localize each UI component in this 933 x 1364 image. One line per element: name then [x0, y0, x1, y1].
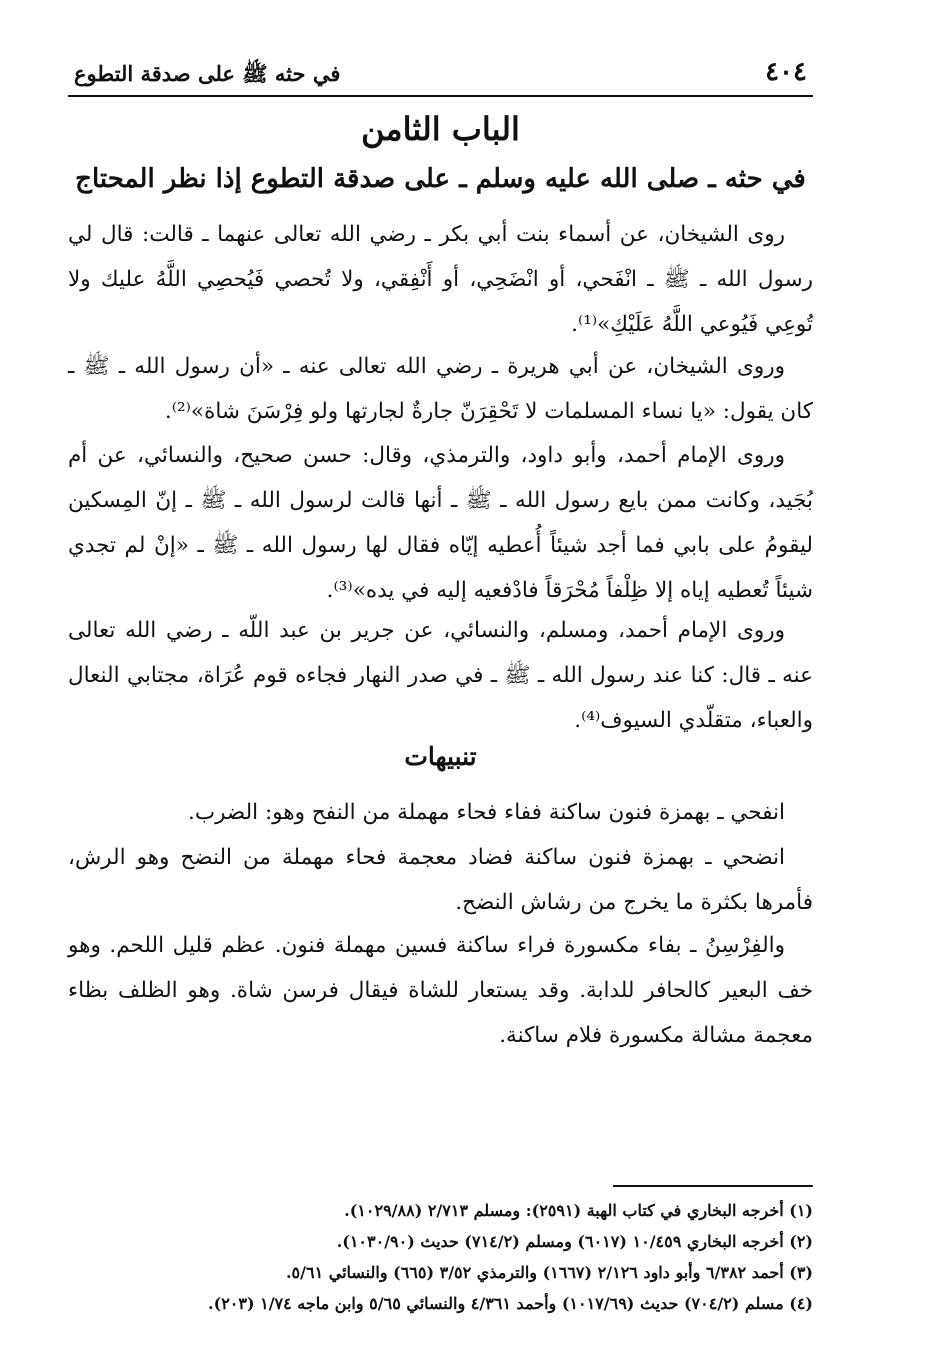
chapter-subtitle: في حثه ـ صلى الله عليه وسلم ـ على صدقة التطوع إذا نظر المحتاج: [75, 164, 806, 194]
paragraph-2: [68, 344, 813, 434]
footnote-2: (٢) أخرجه البخاري ١٠/٤٥٩ (٦٠١٧) ومسلم (٧١٤/٢) حديث (١٠٣٠/٩٠).: [336, 1232, 813, 1251]
footnote-3: (٣) أحمد ٦/٣٨٢ وأبو داود ٢/١٢٦ (١٦٦٧) والترمذي ٣/٥٢ (٦٦٥) والنسائي ٥/٦١.: [285, 1263, 813, 1282]
note-3: [68, 923, 813, 1058]
footnotes: [68, 1195, 813, 1319]
paragraph-4: [68, 608, 813, 743]
footnote-divider: [613, 1185, 813, 1187]
footnote-4: (٤) مسلم (٧٠٤/٢) حديث (١٠١٧/٦٩) وأحمد ٤/٣٦١ والنسائي ٥/٦٥ وابن ماجه ١/٧٤ (٢٠٣).: [208, 1294, 813, 1313]
notes-heading: تنبيهات: [404, 742, 477, 771]
paragraph-4-text: وروى الإمام أحمد، ومسلم، والنسائي، عن جرير بن عبد اللّه ـ رضي الله تعالى عنه ـ قال: كنا عند رسول الله ـ ﷺ ـ في صدر النهار فجاءه قوم عُرَاة، مجتابي النعال والعباء، متقلّدي السيوف⁽⁴⁾.: [68, 618, 813, 733]
paragraph-3: [68, 433, 813, 613]
paragraph-1: [68, 212, 813, 347]
chapter-title: الباب الثامن: [361, 110, 520, 148]
paragraph-3-text: وروى الإمام أحمد، وأبو داود، والترمذي، وقال: حسن صحيح، والنسائي، عن أم بُجَيد، وكانت ممن بايع رسول الله ـ ﷺ ـ أنها قالت لرسول الله ـ ﷺ ـ إنّ المِسكين ليقومُ على بابي فما أجد شيئاً أُعطيه إيّاه فقال لها رسول الله ـ ﷺ ـ «إنْ لم تجدي شيئاً تُعطيه إياه إلا ظِلْفاً مُحْرَقاً فادْفعيه إليه في يده»⁽³⁾.: [68, 443, 813, 603]
page-number: ٤٠٤: [765, 57, 807, 87]
footnote-1: (١) أخرجه البخاري في كتاب الهبة (٢٥٩١): ومسلم ٢/٧١٣ (١٠٢٩/٨٨).: [344, 1201, 813, 1220]
running-title: في حثه ﷺ على صدقة التطوع: [74, 61, 341, 86]
paragraph-1-text: روى الشيخان، عن أسماء بنت أبي بكر ـ رضي الله تعالى عنهما ـ قالت: قال لي رسول الله ـ ﷺ ـ انْفَحي، أو انْضَحِي، أو أَنْفِقي، ولا تُحصي فَيُحصِي اللَّهُ عليك ولا تُوعِي فَيُوعي اللَّهُ عَلَيْكِ»⁽¹⁾.: [68, 222, 813, 337]
running-header: [68, 55, 813, 97]
note-1: [68, 790, 813, 835]
note-2: [68, 835, 813, 925]
paragraph-2-text: وروى الشيخان، عن أبي هريرة ـ رضي الله تعالى عنه ـ «أن رسول الله ـ ﷺ ـ كان يقول: «يا نساء المسلمات لا تَحْقِرَنّ جارةٌ لجارتها ولو فِرْسَنَ شاة»⁽²⁾.: [68, 354, 813, 424]
note-3-text: والفِرْسِنُ ـ بفاء مكسورة فراء ساكنة فسين مهملة فنون. عظم قليل اللحم. وهو خف البعير كالحافر للدابة. وقد يستعار للشاة فيقال فرسن شاة. وهو الظلف بظاء معجمة مشالة مكسورة فلام ساكنة.: [68, 933, 813, 1048]
note-1-text: انفحي ـ بهمزة فنون ساكنة ففاء فحاء مهملة من النفح وهو: الضرب.: [188, 800, 785, 825]
note-2-text: انضحي ـ بهمزة فنون ساكنة فضاد معجمة فحاء مهملة من النضح وهو الرش، فأمرها بكثرة ما يخرج من رشاش النضح.: [68, 845, 813, 915]
